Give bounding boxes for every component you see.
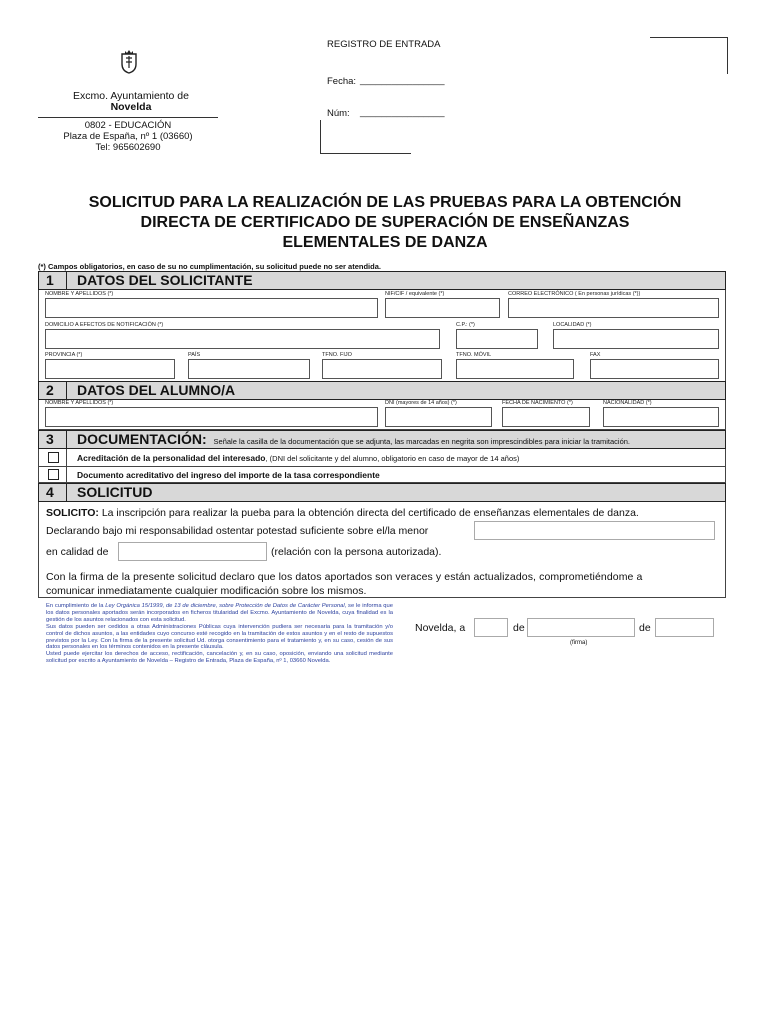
doc-tasa-checkbox[interactable] xyxy=(48,469,59,480)
header-divider xyxy=(38,117,218,118)
section3-subtitle: Señale la casilla de la documentación que se adjunta, las marcadas en negrita son imprescindibles para iniciar la tramitación. xyxy=(213,437,630,446)
org-dept: 0802 - EDUCACIÓN xyxy=(84,120,172,131)
solicito-line xyxy=(46,507,639,519)
section2-number: 2 xyxy=(39,382,67,399)
title-line3: ELEMENTALES DE DANZA xyxy=(282,234,488,251)
s2-dni-field[interactable] xyxy=(385,407,492,427)
calidad-rest: (relación con la persona autorizada). xyxy=(271,546,442,558)
calidad-field[interactable] xyxy=(118,542,267,561)
mandatory-note: (*) Campos obligatorios, en caso de su no cumplimentación, su solicitud puede no ser atendida. xyxy=(38,262,381,271)
section4-header xyxy=(38,483,726,502)
doc-personalidad-checkbox[interactable] xyxy=(48,452,59,463)
signature-firma-label: (firma) xyxy=(570,640,588,646)
s1-nombre-label: NOMBRE Y APELLIDOS (*) xyxy=(45,291,114,297)
s1-localidad-field[interactable] xyxy=(553,329,719,349)
title-line1: SOLICITUD PARA LA REALIZACIÓN DE LAS PRUEBAS PARA LA OBTENCIÓN xyxy=(88,194,682,211)
legal-p1-a: En cumplimiento de la xyxy=(46,603,106,609)
section2-header xyxy=(38,381,726,400)
section1-number: 1 xyxy=(39,272,67,289)
s2-fecha-nac-field[interactable] xyxy=(502,407,590,427)
menor-field[interactable] xyxy=(474,521,715,540)
s1-tfno-fijo-field[interactable] xyxy=(322,359,442,379)
section3-title-text: DOCUMENTACIÓN: xyxy=(77,431,207,447)
s2-dni-label: DNI (mayores de 14 años) (*) xyxy=(385,400,457,406)
section1-title: DATOS DEL SOLICITANTE xyxy=(77,272,253,288)
signature-month-field[interactable] xyxy=(527,618,635,637)
legal-p1-law: Ley Orgánica 15/1999, de 13 de diciembre, sobre Protección de Datos de Carácter Personal xyxy=(105,603,345,609)
legal-paragraph-2: Sus datos pueden ser cedidos a otras Administraciones Públicas cuya intervención pudiera ser necesaria para la tramitación y/o control de dichos asuntos, a las entidades cuyo concurso esté recogido en la tramitación de estos asuntos y en el resto de supuestos previstos por la Ley. Con la firma de la presente solicitud Ud. otorga consentimiento para el tratamiento y, en su caso, cesión de sus datos personales en los términos contenidos en la presente cláusula. xyxy=(46,623,393,651)
s1-provincia-field[interactable] xyxy=(45,359,175,379)
solicito-label: SOLICITO: xyxy=(46,507,99,519)
doc-personalidad-rest: , (DNI del solicitante y del alumno, obligatorio en caso de mayor de 14 años) xyxy=(265,454,520,463)
signature-year-field[interactable] xyxy=(655,618,714,637)
s2-fecha-nac-label: FECHA DE NACIMIENTO (*) xyxy=(502,400,573,406)
fecha-label: Fecha: xyxy=(327,76,357,87)
doc-personalidad-label xyxy=(77,453,519,463)
s2-nombre-label: NOMBRE Y APELLIDOS (*) xyxy=(45,400,114,406)
signature-de1: de xyxy=(513,622,525,634)
s1-domicilio-field[interactable] xyxy=(45,329,440,349)
s1-nombre-field[interactable] xyxy=(45,298,378,318)
s1-cp-label: C.P.: (*) xyxy=(456,322,475,328)
s1-fax-label: FAX xyxy=(590,352,601,358)
firma-declaration-2: comunicar inmediatamente cualquier modificación sobre los mismos. xyxy=(46,585,367,597)
s2-nacionalidad-label: NACIONALIDAD (*) xyxy=(603,400,652,406)
solicito-text: La inscripción para realizar la pueba para la obtención directa del certificado de enseñanzas elementales de danza. xyxy=(101,507,639,519)
s1-tfno-movil-field[interactable] xyxy=(456,359,574,379)
legal-paragraph-1 xyxy=(46,603,393,624)
s1-correo-field[interactable] xyxy=(508,298,719,318)
declarando-text: Declarando bajo mi responsabilidad ostentar potestad suficiente sobre el/la menor xyxy=(46,525,429,537)
signature-day-field[interactable] xyxy=(474,618,508,637)
section1-header xyxy=(38,271,726,290)
legal-paragraph-3: Usted puede ejercitar los derechos de acceso, rectificación, cancelación y, en su caso, oposición, enviando una solicitud mediante solicitud por escrito a Ayuntamiento de Novelda – Registro de Entrada, Plaza de España, nº 1, 03660 Novelda. xyxy=(46,651,393,665)
s1-localidad-label: LOCALIDAD (*) xyxy=(553,322,592,328)
num-label: Núm: xyxy=(327,108,350,119)
section3-number: 3 xyxy=(39,431,67,448)
org-address: Plaza de España, nº 1 (03660) xyxy=(63,131,193,142)
registro-corner xyxy=(650,37,728,74)
s1-nif-field[interactable] xyxy=(385,298,500,318)
s1-tfno-fijo-label: TFNO. FIJO xyxy=(322,352,352,358)
doc-tasa-label: Documento acreditativo del ingreso del importe de la tasa correspondiente xyxy=(77,470,380,480)
fecha-line: ________________ xyxy=(360,75,445,86)
registro-bracket xyxy=(320,120,411,154)
calidad-label: en calidad de xyxy=(46,546,109,558)
section3-col-divider xyxy=(66,449,67,483)
s1-domicilio-label: DOMICILIO A EFECTOS DE NOTIFICACIÓN (*) xyxy=(45,322,164,328)
s1-cp-field[interactable] xyxy=(456,329,538,349)
section4-title: SOLICITUD xyxy=(77,484,153,500)
s1-pais-field[interactable] xyxy=(188,359,310,379)
org-name-line2: Novelda xyxy=(110,101,152,113)
section3-header xyxy=(38,430,726,449)
crest-icon xyxy=(118,50,140,74)
registro-label: REGISTRO DE ENTRADA xyxy=(327,39,441,50)
section2-title: DATOS DEL ALUMNO/A xyxy=(77,382,236,398)
org-name-line1: Excmo. Ayuntamiento de xyxy=(73,90,189,102)
signature-place: Novelda, a xyxy=(415,622,466,634)
section3-divider xyxy=(38,466,726,467)
org-phone: Tel: 965602690 xyxy=(95,142,161,153)
s1-nif-label: NIF/CIF / equivalente (*) xyxy=(385,291,445,297)
signature-de2: de xyxy=(639,622,651,634)
s1-provincia-label: PROVINCIA (*) xyxy=(45,352,83,358)
s1-tfno-movil-label: TFNO. MÓVIL xyxy=(456,352,492,358)
firma-declaration-1: Con la firma de la presente solicitud declaro que los datos aportados son veraces y están actualizados, comprometiéndome a xyxy=(46,571,643,583)
s2-nacionalidad-field[interactable] xyxy=(603,407,719,427)
title-line2: DIRECTA DE CERTIFICADO DE SUPERACIÓN DE ENSEÑANZAS xyxy=(140,214,630,231)
legal-notice xyxy=(46,603,393,665)
s1-fax-field[interactable] xyxy=(590,359,719,379)
page-title xyxy=(20,193,750,253)
doc-personalidad-bold: Acreditación de la personalidad del interesado xyxy=(77,453,266,463)
section4-number: 4 xyxy=(39,484,67,501)
num-line: ________________ xyxy=(360,107,445,118)
s1-correo-label: CORREO ELECTRÓNICO ( En personas jurídicas (*)) xyxy=(508,291,641,297)
legal-p1-b: , se le informa que los datos personales aportados serán incorporados en ficheros titularidad del Excmo. Ayuntamiento de Novelda, cuya finalidad es la gestión de los asuntos relacionados con esta solicitud. xyxy=(46,603,393,623)
s2-nombre-field[interactable] xyxy=(45,407,378,427)
section3-title xyxy=(77,431,630,450)
s1-pais-label: PAÍS xyxy=(188,352,201,358)
